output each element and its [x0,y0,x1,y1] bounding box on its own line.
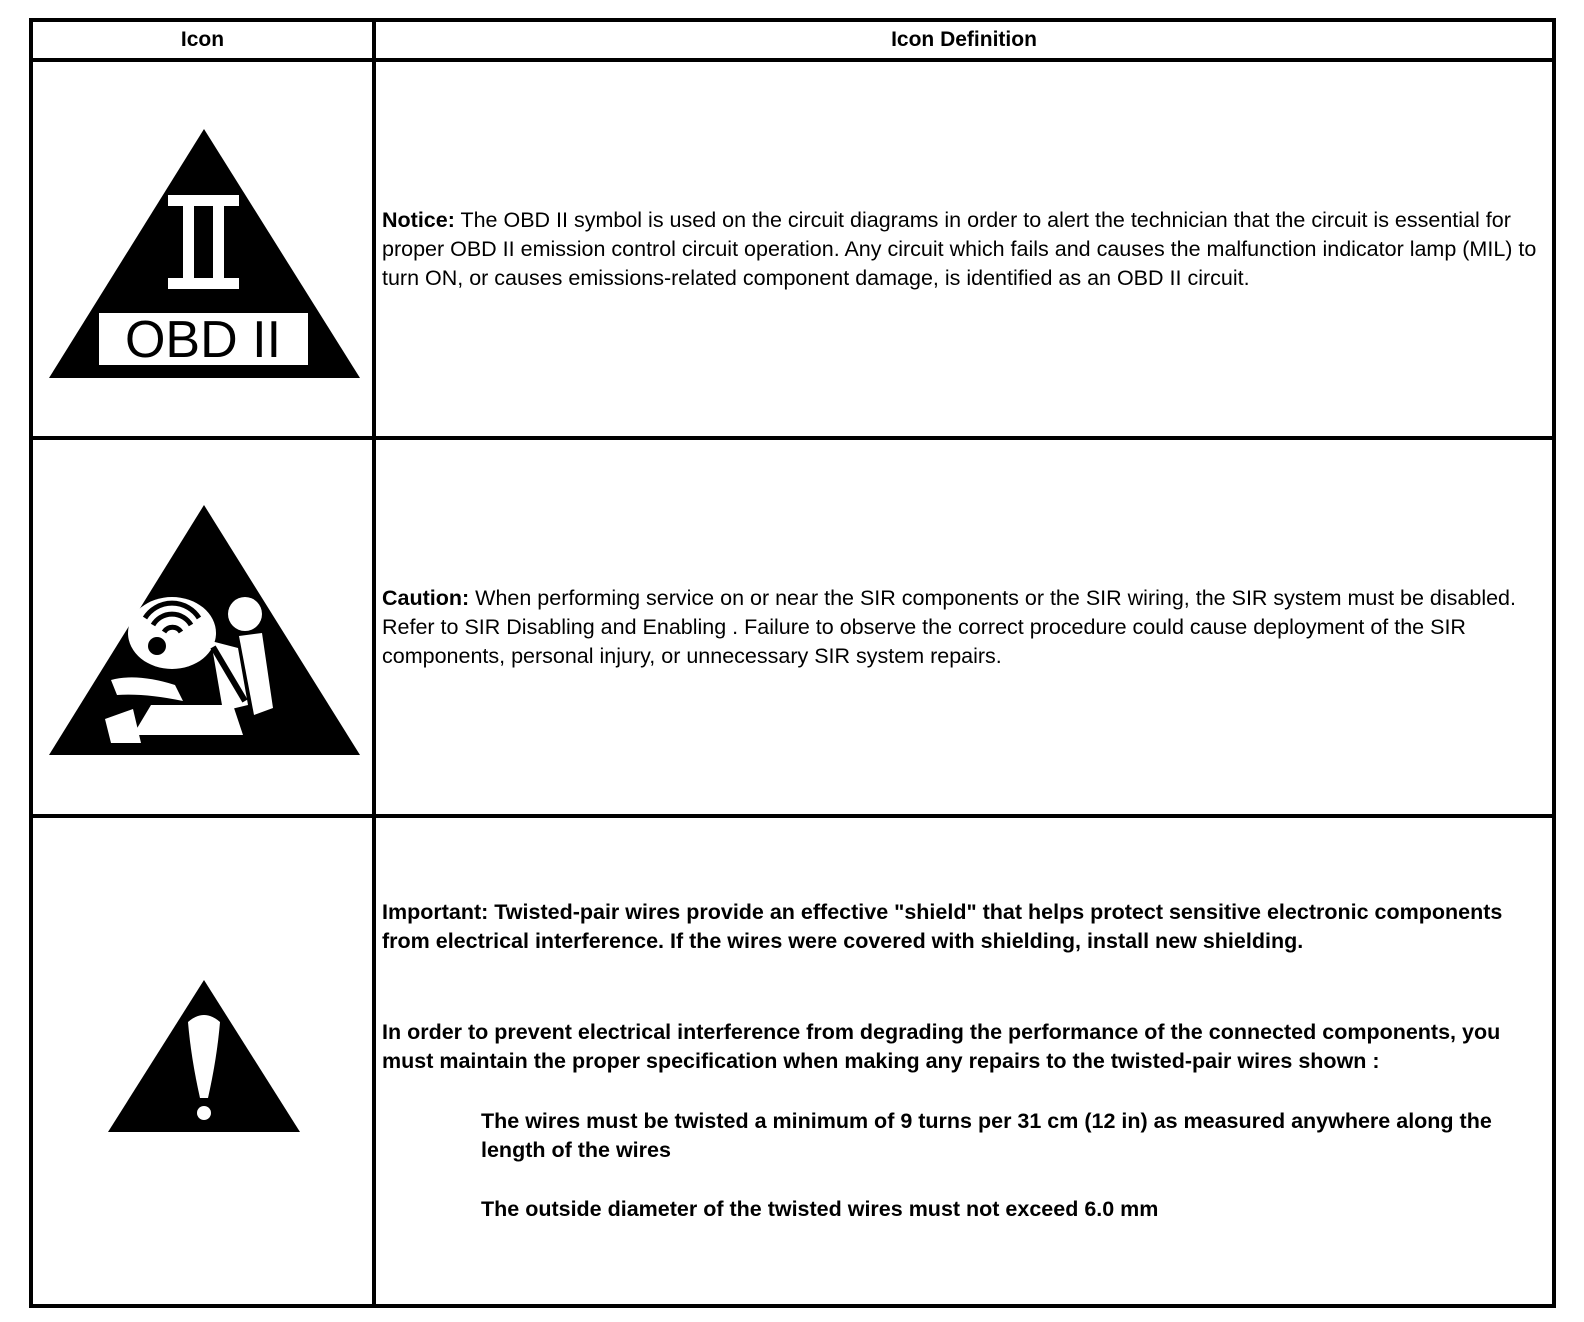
caution-paragraph [382,584,1544,671]
table-row [31,60,1554,438]
caution-text: When performing service on or near the SIR components or the SIR wiring, the SIR system must be disabled. Refer to SIR Disabling and Enabling . Failure to observe the correct procedure could cause deployment of the SIR components, personal injury, or unnecessary SIR system repairs. [382,585,1516,668]
caution-label: Caution: [382,585,470,610]
icon-cell [31,438,374,816]
definition-cell [374,438,1554,816]
definition-column-header: Icon Definition [374,20,1554,60]
airbag-sir-icon [33,443,376,811]
spec-item-diameter: The outside diameter of the twisted wires must not exceed 6.0 mm [481,1197,1159,1222]
notice-text: The OBD II symbol is used on the circuit diagrams in order to alert the technician that the circuit is essential for proper OBD II emission control circuit operation. Any circuit which fails and causes the malfunction indicator lamp (MIL) to turn ON, or causes emissions-related component damage, is identified as an OBD II circuit. [382,207,1537,290]
table-row [31,816,1554,1306]
icon-cell [31,60,374,438]
icon-column-header: Icon [31,20,374,60]
table-row [31,438,1554,816]
exclamation-warning-icon [33,822,376,1300]
notice-label: Notice: [382,207,455,232]
header-row [31,20,1554,60]
important-label: Important: [382,900,489,925]
definition-cell [374,60,1554,438]
notice-paragraph [382,206,1544,293]
important-paragraph [382,898,1544,956]
important-text: Twisted-pair wires provide an effective "shield" that helps protect sensitive electronic components from electrical interference. If the wires were covered with shielding, install new shielding. [382,900,1503,954]
specification-paragraph: In order to prevent electrical interference from degrading the performance of the connected components, you must maintain the proper specification when making any repairs to the twisted-pair wires shown : [382,1020,1501,1074]
obd-ii-icon [33,65,376,433]
icon-cell [31,816,374,1306]
definition-cell [374,816,1554,1306]
icon-definition-table [29,18,1556,1308]
obd-ii-icon-label: OBD II [124,311,282,370]
spec-item-twist: The wires must be twisted a minimum of 9 turns per 31 cm (12 in) as measured anywhere along the length of the wires [481,1109,1492,1163]
